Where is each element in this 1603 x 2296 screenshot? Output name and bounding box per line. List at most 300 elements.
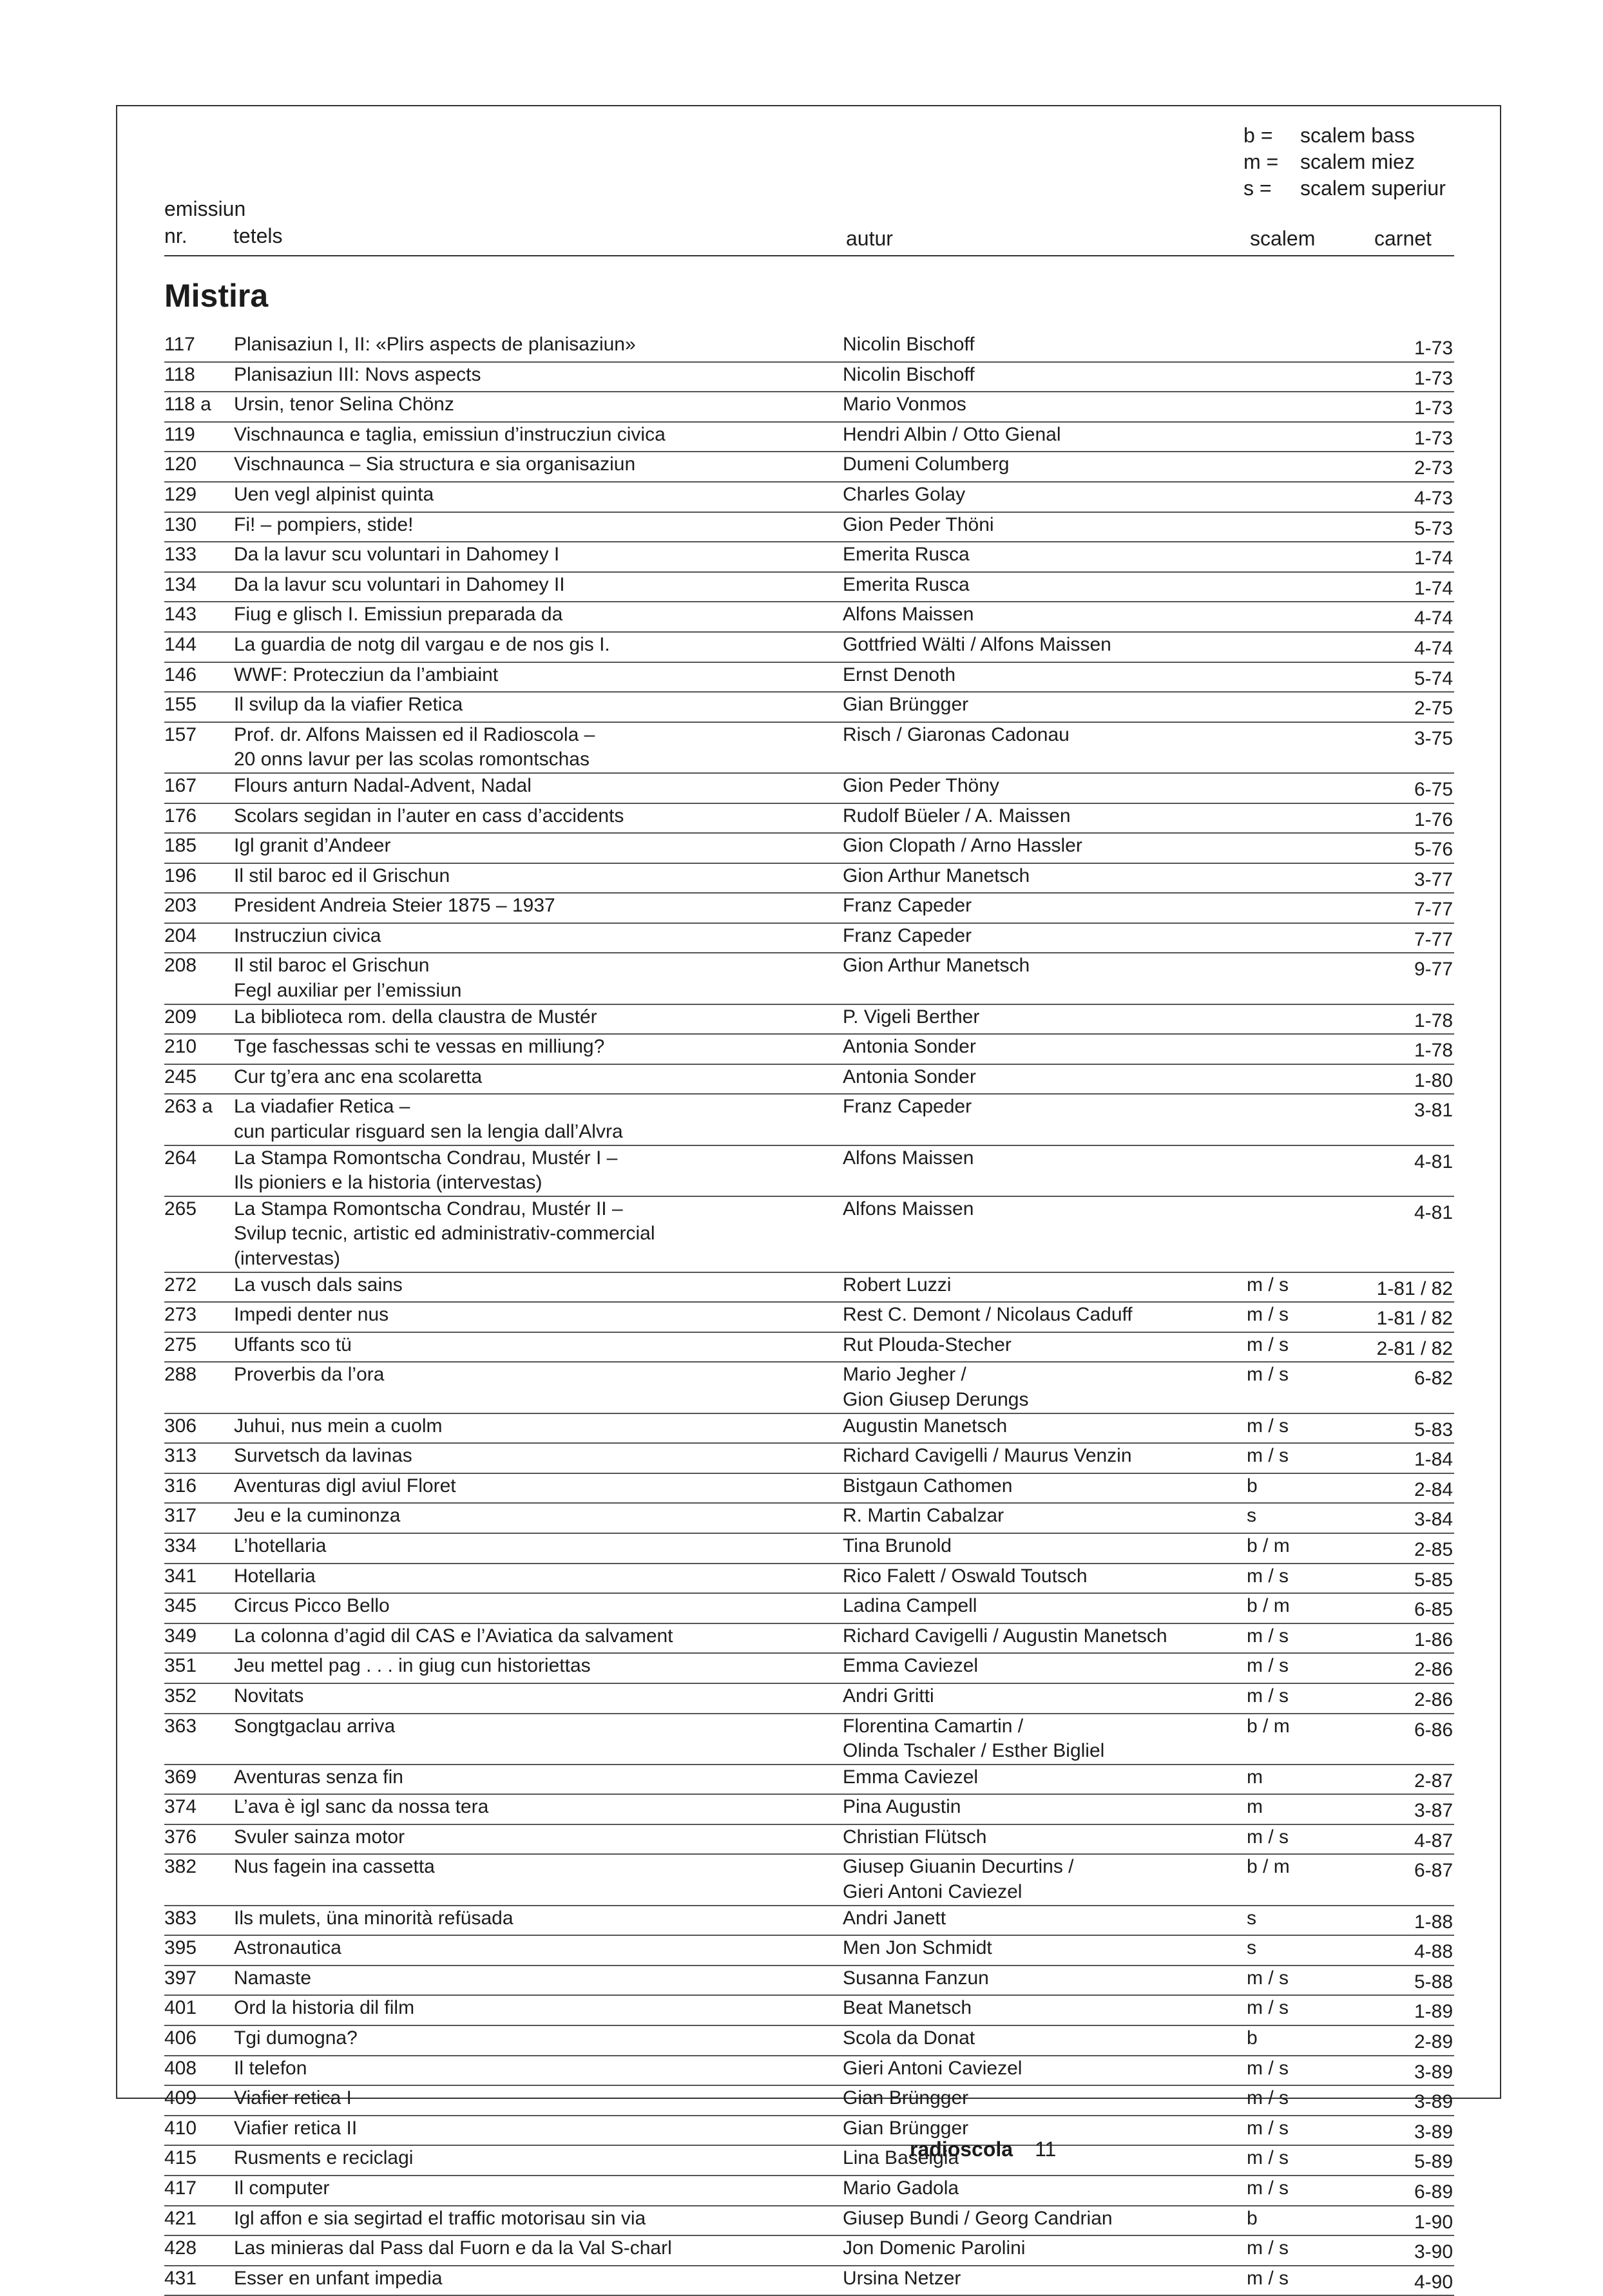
emission-number: 208 <box>164 955 197 977</box>
emission-title <box>234 392 843 421</box>
title-line: Igl affon e sia segirtad el traffic motorisau sin via <box>234 2207 646 2229</box>
emission-title <box>234 1684 843 1713</box>
emission-number: 317 <box>164 1505 197 1527</box>
emission-number: 428 <box>164 2237 197 2259</box>
emission-author <box>843 924 1247 953</box>
table-row <box>164 602 1454 633</box>
author-line: Mario Jegher / <box>843 1364 966 1386</box>
emission-title <box>234 2146 843 2175</box>
title-line: Proverbis da l’ora <box>234 1364 385 1386</box>
emission-author <box>843 392 1247 421</box>
emission-number: 351 <box>164 1655 197 1677</box>
emission-number: 341 <box>164 1565 197 1587</box>
emission-carnet: 3-90 <box>1414 2241 1453 2263</box>
title-line: Vischnaunca – Sia structura e sia organisaziun <box>234 454 636 475</box>
emission-scalem: m / s <box>1247 2237 1289 2259</box>
emission-carnet: 4-88 <box>1414 1941 1453 1963</box>
emission-number: 146 <box>164 664 197 685</box>
emission-number: 382 <box>164 1856 197 1878</box>
emission-author <box>843 1035 1247 1064</box>
emission-title <box>234 1363 843 1412</box>
table-row <box>164 332 1454 363</box>
emission-carnet: 5-83 <box>1414 1419 1453 1440</box>
emission-number: 118 <box>164 363 195 385</box>
emission-title <box>234 864 843 893</box>
table-row <box>164 573 1454 603</box>
emission-carnet: 6-82 <box>1414 1368 1453 1390</box>
emission-scalem <box>1247 332 1351 361</box>
emission-number: 374 <box>164 1796 197 1818</box>
table-row <box>164 693 1454 723</box>
emission-number: 288 <box>164 1364 197 1386</box>
title-line: Jeu mettel pag . . . in giug cun historiettas <box>234 1655 591 1677</box>
emission-scalem: m / s <box>1247 2057 1289 2079</box>
emission-title <box>234 633 843 662</box>
author-line: Giusep Giuanin Decurtins / <box>843 1856 1074 1878</box>
emission-author <box>843 1065 1247 1094</box>
emission-carnet: 5-76 <box>1414 839 1453 861</box>
emission-scalem <box>1247 834 1351 863</box>
title-line: Jeu e la cuminonza <box>234 1505 401 1527</box>
author-line: Gian Brüngger <box>843 694 969 716</box>
emission-number: 273 <box>164 1304 197 1326</box>
title-line: Fegl auxiliar per l’emissiun <box>234 980 462 1002</box>
emission-scalem <box>1247 573 1351 602</box>
title-line: Tgi dumogna? <box>234 2027 358 2049</box>
author-line: Rut Plouda-Stecher <box>843 1334 1012 1355</box>
emission-title <box>234 1594 843 1623</box>
emission-author <box>843 1795 1247 1824</box>
emission-number: 155 <box>164 694 197 716</box>
header-divider <box>164 255 1454 256</box>
author-line: Rico Falett / Oswald Toutsch <box>843 1565 1088 1587</box>
emission-author <box>843 1906 1247 1935</box>
emission-carnet: 1-78 <box>1414 1040 1453 1062</box>
emission-number: 316 <box>164 1475 197 1497</box>
emission-author <box>843 1197 1247 1272</box>
emission-scalem <box>1247 693 1351 722</box>
title-line: Planisaziun III: Novs aspects <box>234 363 481 385</box>
title-line: Esser en unfant impedia <box>234 2267 443 2289</box>
legend-value: scalem superiur <box>1300 177 1446 200</box>
title-line: Flours anturn Nadal-Advent, Nadal <box>234 774 532 796</box>
emission-author <box>843 1333 1247 1362</box>
author-line: Lina Baselgia <box>843 2147 959 2169</box>
author-line: Gieri Antoni Caviezel <box>843 2057 1022 2079</box>
emission-title <box>234 2236 843 2265</box>
table-row <box>164 1534 1454 1564</box>
author-line: Augustin Manetsch <box>843 1415 1008 1437</box>
table-row <box>164 1146 1454 1197</box>
emission-carnet: 6-87 <box>1414 1860 1453 1882</box>
table-row <box>164 1363 1454 1413</box>
title-line: Novitats <box>234 1685 304 1707</box>
emission-carnet: 2-86 <box>1414 1659 1453 1681</box>
legend-row <box>1243 175 1446 202</box>
table-row <box>164 1504 1454 1534</box>
emission-carnet: 2-81 / 82 <box>1376 1337 1453 1359</box>
table-row <box>164 864 1454 894</box>
title-line: Da la lavur scu voluntari in Dahomey I <box>234 544 560 566</box>
author-line: Emma Caviezel <box>843 1655 979 1677</box>
emission-number: 265 <box>164 1198 197 1220</box>
emission-author <box>843 1684 1247 1713</box>
author-line: Olinda Tschaler / Esther Bigliel <box>843 1740 1105 1762</box>
emission-carnet: 1-80 <box>1414 1069 1453 1091</box>
emission-carnet: 3-84 <box>1414 1509 1453 1531</box>
emission-scalem: m / s <box>1247 2267 1289 2289</box>
emission-carnet: 3-89 <box>1414 2061 1453 2083</box>
table-row <box>164 392 1454 423</box>
emission-carnet: 3-89 <box>1414 2121 1453 2143</box>
emission-number: 415 <box>164 2147 197 2169</box>
emission-author <box>843 633 1247 662</box>
emission-scalem: b / m <box>1247 1715 1290 1737</box>
emission-author <box>843 423 1247 452</box>
table-row <box>164 1444 1454 1474</box>
title-line: Svuler sainza motor <box>234 1826 405 1848</box>
emission-title <box>234 1855 843 1904</box>
title-line: Rusments e reciclagi <box>234 2147 414 2169</box>
legend-row <box>1243 149 1446 175</box>
emission-author <box>843 1273 1247 1302</box>
legend-row <box>1243 122 1446 149</box>
author-line: Alfons Maissen <box>843 1198 974 1220</box>
emission-scalem: m / s <box>1247 1445 1289 1467</box>
emission-scalem <box>1247 1095 1351 1144</box>
emission-carnet: 6-75 <box>1414 778 1453 800</box>
header-carnet: carnet <box>1374 227 1432 250</box>
emission-author <box>843 834 1247 863</box>
author-line: Emerita Rusca <box>843 573 970 595</box>
emission-scalem: b / m <box>1247 1595 1290 1617</box>
emission-number: 209 <box>164 1006 197 1028</box>
emission-title <box>234 1146 843 1196</box>
emission-scalem <box>1247 953 1351 1003</box>
emission-title <box>234 693 843 722</box>
table-row <box>164 1624 1454 1654</box>
emission-carnet: 5-89 <box>1414 2151 1453 2173</box>
table-row <box>164 1795 1454 1825</box>
table-row <box>164 1564 1454 1594</box>
emission-scalem <box>1247 1146 1351 1196</box>
emission-author <box>843 723 1247 772</box>
emission-carnet: 2-75 <box>1414 698 1453 720</box>
title-line: Svilup tecnic, artistic ed administrativ-commercial <box>234 1223 655 1245</box>
title-line: Astronautica <box>234 1937 341 1959</box>
emission-carnet: 6-89 <box>1414 2181 1453 2203</box>
table-row <box>164 1474 1454 1504</box>
emission-number: 352 <box>164 1685 197 1707</box>
emission-scalem <box>1247 542 1351 571</box>
table-row <box>164 1065 1454 1095</box>
emission-title <box>234 894 843 923</box>
emission-carnet: 2-73 <box>1414 457 1453 479</box>
author-line: Gion Peder Thöny <box>843 774 999 796</box>
emission-carnet: 4-73 <box>1414 487 1453 509</box>
table-row <box>164 2146 1454 2176</box>
title-line: Planisaziun I, II: «Plirs aspects de planisaziun» <box>234 334 636 355</box>
emission-scalem: m / s <box>1247 1274 1289 1296</box>
emission-carnet: 6-85 <box>1414 1599 1453 1621</box>
emission-carnet: 1-88 <box>1414 1911 1453 1933</box>
emission-number: 210 <box>164 1036 197 1058</box>
emission-scalem: b <box>1247 2027 1258 2049</box>
emission-scalem <box>1247 483 1351 512</box>
title-line: Nus fagein ina cassetta <box>234 1856 435 1878</box>
emission-title <box>234 1504 843 1533</box>
legend-key: b = <box>1243 124 1273 147</box>
author-line: Ursina Netzer <box>843 2267 961 2289</box>
emission-author <box>843 363 1247 392</box>
author-line: Risch / Giaronas Cadonau <box>843 723 1070 745</box>
title-line: Circus Picco Bello <box>234 1595 390 1617</box>
table-row <box>164 1333 1454 1363</box>
emission-number: 167 <box>164 774 197 796</box>
header-nr: nr. <box>164 224 187 247</box>
emission-number: 264 <box>164 1147 197 1169</box>
emission-carnet: 3-81 <box>1414 1100 1453 1122</box>
emission-scalem: m <box>1247 1796 1263 1818</box>
emission-carnet: 6-86 <box>1414 1719 1453 1741</box>
emission-number: 143 <box>164 604 197 626</box>
author-line: Andri Janett <box>843 1907 946 1929</box>
author-line: Gian Brüngger <box>843 2117 969 2139</box>
title-line: Impedi denter nus <box>234 1304 389 1326</box>
emission-title <box>234 2056 843 2085</box>
emission-title <box>234 723 843 772</box>
emission-carnet: 1-81 / 82 <box>1376 1277 1453 1299</box>
emission-author <box>843 1714 1247 1764</box>
author-line: Robert Luzzi <box>843 1274 952 1296</box>
emission-number: 410 <box>164 2117 197 2139</box>
title-line: Instrucziun civica <box>234 924 381 946</box>
title-line: L’ava è igl sanc da nossa tera <box>234 1796 489 1818</box>
emission-title <box>234 1825 843 1854</box>
emission-author <box>843 1654 1247 1683</box>
author-line: Mario Gadola <box>843 2177 959 2199</box>
emission-title <box>234 1065 843 1094</box>
emission-scalem: m / s <box>1247 1997 1289 2019</box>
title-line: Il stil baroc el Grischun <box>234 955 430 977</box>
emission-title <box>234 1936 843 1965</box>
author-line: Pina Augustin <box>843 1796 961 1818</box>
emission-number: 118 a <box>164 394 211 416</box>
author-line: Beat Manetsch <box>843 1997 972 2019</box>
emission-number: 203 <box>164 895 197 917</box>
emission-author <box>843 1996 1247 2025</box>
table-row <box>164 2116 1454 2147</box>
emission-carnet: 2-87 <box>1414 1770 1453 1792</box>
emission-scalem <box>1247 1005 1351 1034</box>
author-line: Nicolin Bischoff <box>843 363 975 385</box>
emission-title <box>234 1765 843 1794</box>
emission-author <box>843 2236 1247 2265</box>
table-row <box>164 1684 1454 1714</box>
emission-scalem <box>1247 864 1351 893</box>
emission-scalem: m / s <box>1247 1826 1289 1848</box>
emission-carnet: 4-90 <box>1414 2271 1453 2293</box>
emission-author <box>843 1414 1247 1443</box>
author-line: Gion Arthur Manetsch <box>843 865 1030 886</box>
emission-title <box>234 573 843 602</box>
emission-title <box>234 953 843 1003</box>
table-row <box>164 2206 1454 2237</box>
emission-author <box>843 1966 1247 1995</box>
emission-title <box>234 834 843 863</box>
emission-number: 421 <box>164 2207 197 2229</box>
table-row <box>164 1765 1454 1795</box>
emission-title <box>234 1996 843 2025</box>
emission-table <box>164 332 1454 2296</box>
emission-number: 383 <box>164 1907 197 1929</box>
emission-scalem <box>1247 1197 1351 1272</box>
title-line: La Stampa Romontscha Condrau, Mustér II – <box>234 1198 623 1220</box>
author-line: Rest C. Demont / Nicolaus Caduff <box>843 1304 1133 1326</box>
author-line: Rudolf Büeler / A. Maissen <box>843 805 1071 827</box>
emission-carnet: 1-73 <box>1414 338 1453 359</box>
emission-scalem: s <box>1247 1907 1256 1929</box>
emission-carnet: 4-74 <box>1414 607 1453 629</box>
emission-number: 130 <box>164 513 197 535</box>
emission-title <box>234 513 843 542</box>
emission-scalem: m / s <box>1247 2087 1289 2109</box>
title-line: Il stil baroc ed il Grischun <box>234 865 450 886</box>
table-row <box>164 2236 1454 2266</box>
emission-carnet: 7-77 <box>1414 928 1453 950</box>
emission-carnet: 3-89 <box>1414 2091 1453 2113</box>
emission-author <box>843 1534 1247 1563</box>
title-line: Prof. dr. Alfons Maissen ed il Radioscola – <box>234 723 595 745</box>
emission-number: 306 <box>164 1415 197 1437</box>
emission-carnet: 5-74 <box>1414 667 1453 689</box>
emission-author <box>843 1504 1247 1533</box>
emission-author <box>843 1444 1247 1473</box>
author-line: Emma Caviezel <box>843 1766 979 1788</box>
emission-scalem: m / s <box>1247 1655 1289 1677</box>
title-line: Scolars segidan in l’auter en cass d’accidents <box>234 805 624 827</box>
emission-carnet: 4-74 <box>1414 637 1453 659</box>
title-line: Juhui, nus mein a cuolm <box>234 1415 443 1437</box>
emission-scalem: m / s <box>1247 1685 1289 1707</box>
emission-number: 272 <box>164 1274 197 1296</box>
table-row <box>164 1654 1454 1684</box>
emission-number: 117 <box>164 334 195 355</box>
emission-scalem <box>1247 894 1351 923</box>
emission-title <box>234 1795 843 1824</box>
emission-scalem: s <box>1247 1937 1256 1959</box>
author-line: Alfons Maissen <box>843 1147 974 1169</box>
title-line: (intervestas) <box>234 1248 341 1269</box>
title-line: Tge faschessas schi te vessas en milliung? <box>234 1036 605 1058</box>
emission-title <box>234 1333 843 1362</box>
emission-author <box>843 1303 1247 1332</box>
legend-value: scalem bass <box>1300 124 1415 147</box>
table-row <box>164 483 1454 513</box>
table-row <box>164 723 1454 774</box>
table-row <box>164 1966 1454 1996</box>
emission-carnet: 2-84 <box>1414 1478 1453 1500</box>
emission-scalem <box>1247 924 1351 953</box>
emission-author <box>843 1095 1247 1144</box>
table-row <box>164 1714 1454 1765</box>
emission-carnet: 5-73 <box>1414 517 1453 539</box>
emission-carnet: 5-88 <box>1414 1971 1453 1993</box>
author-line: Gion Clopath / Arno Hassler <box>843 835 1082 857</box>
emission-carnet: 1-84 <box>1414 1449 1453 1471</box>
emission-number: 129 <box>164 483 197 505</box>
emission-carnet: 7-77 <box>1414 899 1453 921</box>
author-line: Antonia Sonder <box>843 1066 976 1087</box>
title-line: Las minieras dal Pass dal Fuorn e da la Val S-charl <box>234 2237 672 2259</box>
emission-scalem <box>1247 602 1351 631</box>
emission-number: 397 <box>164 1967 197 1989</box>
emission-number: 119 <box>164 423 195 445</box>
emission-title <box>234 1474 843 1503</box>
emission-number: 157 <box>164 723 197 745</box>
title-line: Da la lavur scu voluntari in Dahomey II <box>234 573 565 595</box>
emission-scalem: s <box>1247 1505 1256 1527</box>
author-line: Richard Cavigelli / Maurus Venzin <box>843 1445 1132 1467</box>
table-row <box>164 542 1454 573</box>
emission-title <box>234 1624 843 1653</box>
author-line: Franz Capeder <box>843 1096 972 1118</box>
emission-author <box>843 2086 1247 2115</box>
table-row <box>164 452 1454 483</box>
section-title: Mistira <box>164 278 269 314</box>
emission-title <box>234 2116 843 2145</box>
emission-title <box>234 1095 843 1144</box>
emission-number: 401 <box>164 1997 197 2019</box>
author-line: Ernst Denoth <box>843 664 956 685</box>
table-row <box>164 1273 1454 1303</box>
emission-number: 204 <box>164 924 197 946</box>
emission-title <box>234 602 843 631</box>
emission-author <box>843 663 1247 692</box>
header-emission: emissiun <box>164 197 246 220</box>
author-line: Gieri Antoni Caviezel <box>843 1881 1022 1903</box>
title-line: Cur tg’era anc ena scolaretta <box>234 1066 483 1087</box>
title-line: Il computer <box>234 2177 330 2199</box>
page-footer <box>910 2138 1056 2161</box>
emission-title <box>234 2266 843 2295</box>
emission-carnet: 1-89 <box>1414 2001 1453 2023</box>
emission-author <box>843 894 1247 923</box>
emission-number: 431 <box>164 2267 197 2289</box>
emission-author <box>843 1146 1247 1196</box>
emission-author <box>843 1825 1247 1854</box>
emission-author <box>843 864 1247 893</box>
emission-carnet: 4-87 <box>1414 1830 1453 1851</box>
header-titles: tetels <box>233 224 283 247</box>
emission-number: 345 <box>164 1595 197 1617</box>
emission-title <box>234 924 843 953</box>
author-line: Hendri Albin / Otto Gienal <box>843 423 1061 445</box>
table-row <box>164 774 1454 804</box>
table-row <box>164 1825 1454 1855</box>
emission-number: 349 <box>164 1625 197 1647</box>
author-line: Gian Brüngger <box>843 2087 969 2109</box>
emission-scalem: m / s <box>1247 1565 1289 1587</box>
emission-scalem: b <box>1247 2207 1258 2229</box>
emission-title <box>234 1906 843 1935</box>
emission-author <box>843 513 1247 542</box>
emission-author <box>843 1765 1247 1794</box>
emission-author <box>843 452 1247 481</box>
emission-carnet: 2-85 <box>1414 1538 1453 1560</box>
author-line: Gion Peder Thöni <box>843 513 994 535</box>
author-line: Franz Capeder <box>843 895 972 917</box>
